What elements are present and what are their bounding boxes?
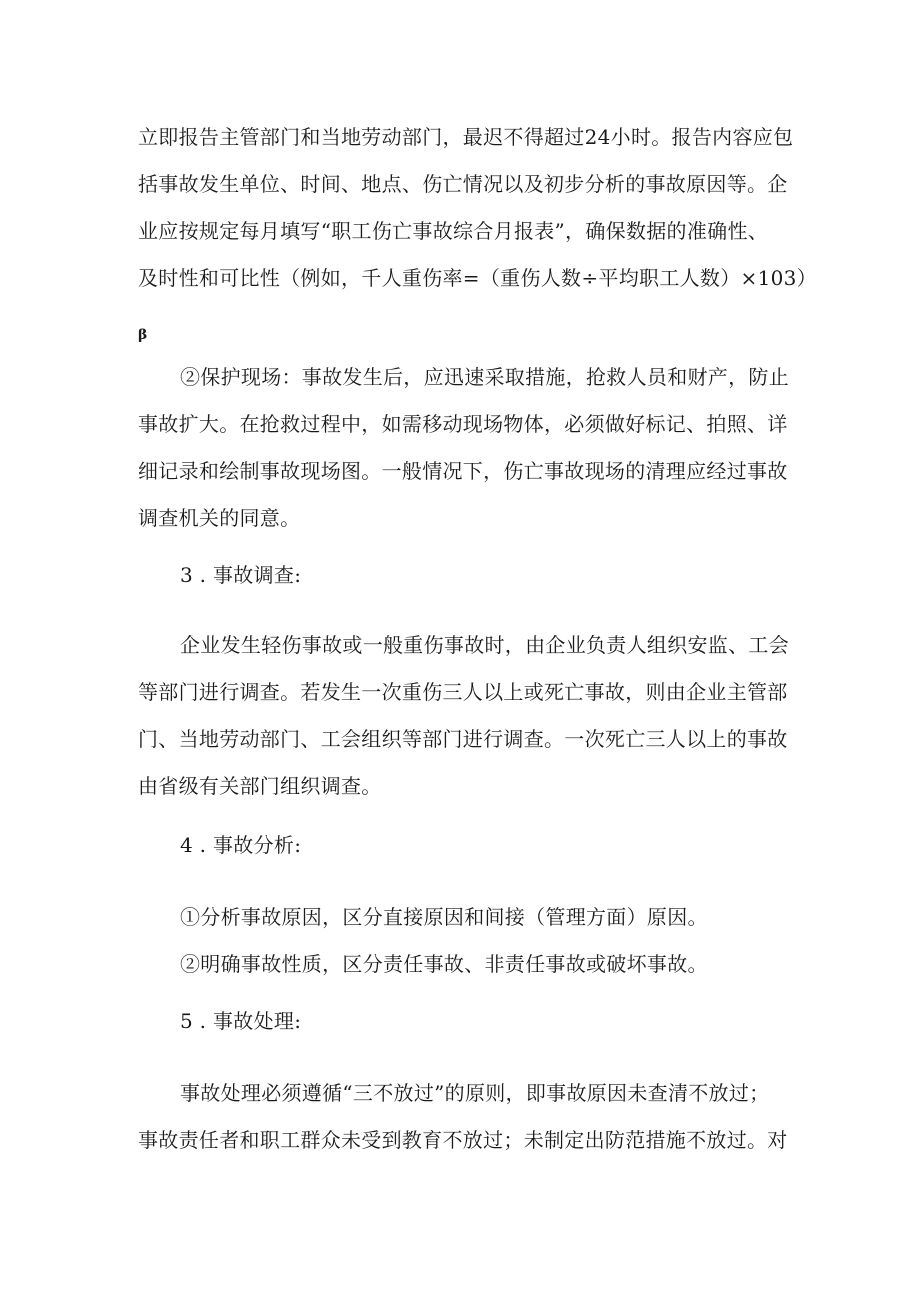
text-line: 细记录和绘制事故现场图。一般情况下，伤亡事故现场的清理应经过事故 [138,459,788,483]
paragraph-trailing-mark [138,320,788,350]
text-line: 企业发生轻伤事故或一般重伤事故时，由企业负责人组织安监、工会 [180,633,789,657]
text-line: 及时性和可比性（例如，千人重伤率=（重伤人数÷平均职工人数）×103） [138,266,817,290]
text-line: 事故责任者和职工群众未受到教育不放过；未制定出防范措施不放过。对 [138,1128,788,1152]
text-line: 门、当地劳动部门、工会组织等部门进行调查。一次死亡三人以上的事故 [138,727,788,751]
heading-handling [138,1006,788,1036]
text-line: 等部门进行调查。若发生一次重伤三人以上或死亡事故，则由企业主管部 [138,680,788,704]
text-line: 括事故发生单位、时间、地点、伤亡情况以及初步分析的事故原因等。企 [138,172,788,196]
text-line: 立即报告主管部门和当地劳动部门，最迟不得超过24小时。报告内容应包 [138,125,794,149]
heading-investigation [138,560,788,590]
text-line: 调查机关的同意。 [138,506,301,530]
text-line: 事故扩大。在抢救过程中，如需移动现场物体，必须做好标记、拍照、详 [138,412,788,436]
paragraph-report [138,122,817,293]
section-heading: 4 . 事故分析: [180,833,302,857]
section-heading: 5 . 事故处理: [180,1009,302,1033]
text-line: 事故处理必须遵循“三不放过”的原则，即事故原因未查清不放过； [180,1081,770,1105]
paragraph-handling [138,1078,788,1155]
text-line: ②明确事故性质，区分责任事故、非责任事故或破坏事故。 [180,952,708,976]
text-line: 业应按规定每月填写“职工伤亡事故综合月报表”，确保数据的准确性、 [138,219,769,243]
trailing-mark: β [138,327,148,343]
section-heading: 3 . 事故调查: [180,563,302,587]
text-line: ①分析事故原因，区分直接原因和间接（管理方面）原因。 [180,905,708,929]
paragraph-analysis [138,902,788,979]
heading-analysis [138,830,788,860]
text-line: 由省级有关部门组织调查。 [138,774,382,798]
paragraph-protect-scene [138,362,788,533]
paragraph-investigation [138,630,788,801]
text-line: ②保护现场：事故发生后，应迅速采取措施，抢救人员和财产，防止 [180,365,789,389]
